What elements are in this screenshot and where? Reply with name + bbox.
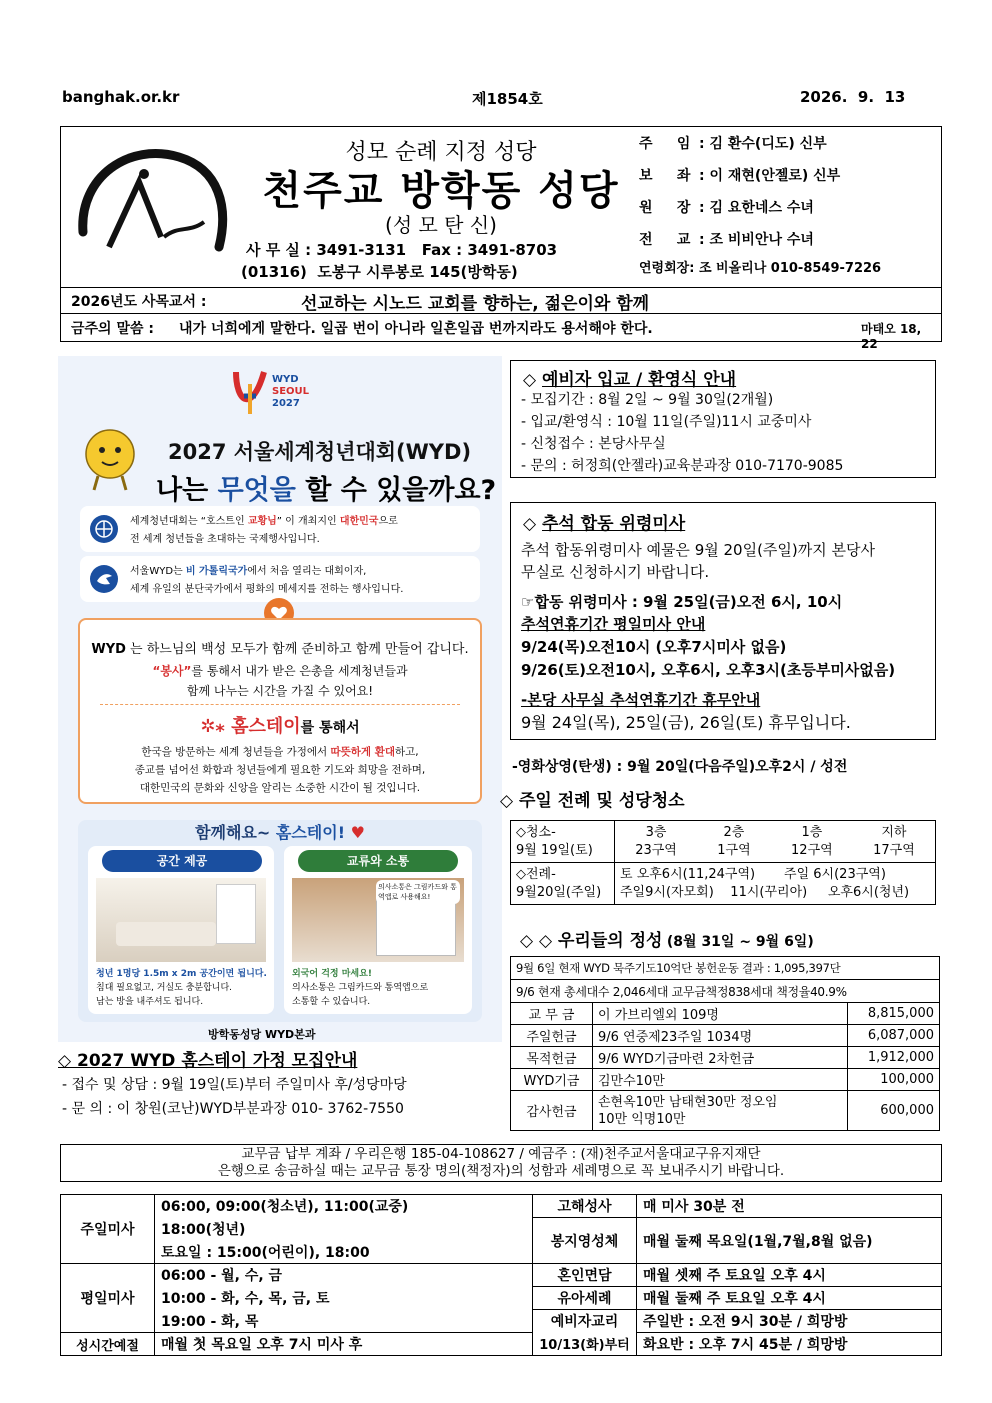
confession-time: 매 미사 30분 전: [637, 1195, 942, 1218]
cleaning-table: [510, 820, 936, 905]
picture-card-image: 의사소통은 그림카드와 통역앱로 사용해요!: [292, 878, 464, 962]
account-info-box: [60, 1144, 942, 1182]
issue-number: 제1854호: [472, 90, 543, 108]
homestay-contact: - 문 의 : 이 창원(코난)WYD부분과장 010- 3762-7550: [62, 1101, 404, 1117]
remittance-note: 은행으로 송금하실 때는 교무금 통장 명의(책정자)의 성함과 세례명으로 꼭 보내주시기 바랍니다.: [217, 1163, 785, 1179]
weekly-word-bar: [60, 314, 942, 351]
space-offer-label: 공간 제공: [102, 850, 262, 872]
pastoral-text: 선교하는 시노드 교회를 향하는, 젊은이와 함께: [301, 294, 650, 314]
sick-communion-time: 매월 둘째 목요일(1월,7월,8월 없음): [637, 1218, 942, 1264]
staff-row: 전 교 : 조 비비안나 수녀: [639, 232, 814, 248]
cleaning-label: ◇청소- 9월 19일(토): [511, 821, 615, 863]
offering-row: 감사헌금 손현옥10만 남태현30만 정오임10만 익명10만 600,000: [511, 1091, 940, 1131]
catechism-sunday-class: 주일반 : 오전 9시 30분 / 희망방: [637, 1310, 942, 1333]
info-card-host: 세계청년대회는 “호스트인 교황님” 이 개최지인 대한민국으로 전 세계 청년들을 초대하는 국제행사입니다.: [80, 506, 480, 552]
communication-panel: 교류와 소통 의사소통은 그림카드와 통역앱로 사용해요! 외국어 걱정 마세요! 의사소통은 그림카드와 통역앱으로 소통할 수 있습니다.: [284, 846, 472, 1014]
patron-label: (성 모 탄 신): [385, 213, 497, 237]
issue-date: 2026. 9. 13: [800, 88, 906, 106]
weekday-mass-time: 19:00 - 화, 목: [155, 1310, 533, 1333]
mass-schedule-table: [60, 1194, 942, 1356]
rosary-campaign-note: 9월 6일 현재 WYD 묵주기도10억단 봉헌운동 결과 : 1,095,397단: [511, 957, 940, 980]
wyd-logo-icon: [230, 362, 270, 420]
holiday-mass-title: 추석연휴기간 평일미사 안내: [521, 615, 706, 633]
info-card-peace: 서울WYD는 비 가톨릭국가에서 처음 열리는 대회이자, 세계 유일의 분단국가에서 평화의 메세지를 전하는 행사입니다.: [80, 556, 480, 602]
saturday-mass-time: 토요일 : 15:00(어린이), 18:00: [155, 1241, 533, 1264]
marriage-interview-time: 매월 셋째 주 토요일 오후 4시: [637, 1264, 942, 1287]
office-phone: 사 무 실 : 3491-3131 Fax : 3491-8703: [246, 241, 558, 259]
holiday-mass-line: 9/24(목)오전10시 (오후7시미사 없음): [521, 638, 787, 656]
heart-icon: ♥: [345, 823, 365, 842]
infant-baptism-time: 매월 둘째 주 토요일 오후 4시: [637, 1287, 942, 1310]
site-url[interactable]: banghak.or.kr: [62, 88, 180, 106]
header-subtitle: 성모 순례 지정 성당: [345, 140, 537, 165]
catechumen-line: - 문의 : 허정희(안젤라)교육분과장 010-7170-9085: [521, 458, 844, 474]
church-logo-icon: [69, 137, 239, 277]
homestay-card: WYD 는 하느님의 백성 모두가 함께 준비하고 함께 만들어 갑니다. “봉사”를 통해서 내가 받은 은총을 세계청년들과 함께 나누는 시간을 가질 수 있어요! ✲⁎ 홈스테이를 통해서 한국을 방문하는 세계 청년들을 가정에서 따뜻하게 환대하고, 종교를 넘어선 화합과 청년들에게 필요한 기도와 희망을 전하며, 대한민국의 문화와 신앙을 알리는 소중한 시간이 될 것입니다.: [78, 618, 482, 804]
catechumen-line: - 입교/환영식 : 10월 11일(주일)11시 교중미사: [521, 414, 812, 430]
liturgy-label: ◇전례- 9월20일(주일): [511, 863, 615, 905]
offering-row: 교 무 금 이 가브리엘외 109명 8,815,000: [511, 1003, 940, 1025]
offering-period: (8월 31일 ~ 9월 6일): [666, 934, 814, 950]
chuseok-box: ◇ 추석 합동 위령미사 추석 합동위령미사 예물은 9월 20일(주일)까지 본당사 무실로 신청하시기 바랍니다. ☞합동 위령미사 : 9월 25일(금)오전 6시, 10시 추석연휴기간 평일미사 안내 9/24(목)오전10시 (오후7시미사 없음) 9/26(토)오전10시, 오후6시, 오후3시(초등부미사없음) -본당 사무실 추석연휴기간 휴무안내 9월 24일(목), 25일(금), 26일(토) 휴무입니다.: [510, 502, 936, 740]
catechumen-box: ◇ 예비자 입교 / 환영식 안내 - 모집기간 : 8월 2일 ~ 9월 30일(2개월) - 입교/환영식 : 10월 11일(주일)11시 교중미사 - 신청접수 : 본당사무실 - 문의 : 허정희(안젤라)교육분과장 010-7170-9085: [510, 360, 936, 478]
catechism-label: 예비자교리: [533, 1310, 637, 1333]
weekday-mass-time: 06:00 - 월, 수, 금: [155, 1264, 533, 1287]
marriage-interview-label: 혼인면담: [533, 1264, 637, 1287]
chuseok-title: 추석 합동 위령미사: [542, 514, 686, 534]
church-name-title: 천주교 방학동 성당: [262, 168, 620, 214]
sunday-mass-label: 주일미사: [61, 1195, 155, 1264]
homestay-title: ◇ 2027 WYD 홈스테이 가정 모집안내: [58, 1051, 358, 1071]
catechumen-line: - 모집기간 : 8월 2일 ~ 9월 30일(2개월): [521, 392, 774, 408]
bank-account: 교무금 납부 계좌 / 우리은행 185-04-108627 / 예금주 : (재)천주교서울대교구유지재단: [241, 1146, 761, 1162]
movie-screening: -영화상영(탄생) : 9월 20일(다음주일)오후2시 / 성전: [512, 759, 848, 775]
catechumen-line: - 신청접수 : 본당사무실: [521, 436, 666, 452]
poster-credit: 방학동성당 WYD본과: [208, 1028, 316, 1041]
poster-question: 나는 무엇을 할 수 있을까요?: [156, 475, 497, 506]
offering-row: WYD기금 김만수10만 100,000: [511, 1069, 940, 1091]
wyd-poster: [58, 356, 502, 1042]
sparkle-icon: ✲⁎: [200, 716, 232, 737]
staff-list: [639, 127, 941, 276]
space-offer-panel: 공간 제공 청년 1명당 1.5m x 2m 공간이면 됩니다. 침대 필요없고, 거실도 충분합니다. 남는 방을 내주셔도 됩니다.: [88, 846, 274, 1014]
communication-label: 교류와 소통: [298, 850, 458, 872]
holiday-mass-line: 9/26(토)오전10시, 오후6시, 오후3시(초등부미사없음): [521, 661, 896, 679]
church-address: (01316) 도봉구 시루봉로 145(방학동): [241, 263, 518, 281]
office-closed-title: -본당 사무실 추석연휴기간 휴무안내: [521, 691, 761, 709]
holy-hour-label: 성시간예절: [61, 1333, 155, 1356]
household-stats-note: 9/6 현재 총세대수 2,046세대 교무금책정838세대 책정율40.9%: [511, 980, 940, 1003]
catechism-tuesday-class: 화요반 : 오후 7시 45분 / 희망방: [637, 1333, 942, 1356]
globe-icon: [88, 513, 120, 545]
chuseok-text: 무실로 신청하시기 바랍니다.: [521, 563, 710, 581]
council-contact: 연령회장: 조 비올리나 010-8549-7226: [639, 261, 882, 276]
staff-row: 보 좌 : 이 재현(안젤로) 신부: [639, 168, 841, 184]
chuseok-text: 추석 합동위령미사 예물은 9월 20일(주일)까지 본당사: [521, 541, 875, 559]
cleaning-title: ◇ 주일 전례 및 성당청소: [500, 791, 685, 811]
offering-row: 주일헌금 9/6 연중제23주일 1034명 6,087,000: [511, 1025, 940, 1047]
cleaning-zones: 3층 23구역 2층 1구역 1층 12구역 지하 17구역: [635, 824, 915, 858]
infant-baptism-label: 유아세례: [533, 1287, 637, 1310]
offering-title: ◇ 우리들의 정성: [539, 931, 663, 951]
weekday-mass-time: 10:00 - 화, 수, 목, 금, 토: [155, 1287, 533, 1310]
poster-title: 2027 서울세계청년대회(WYD): [168, 440, 472, 464]
memorial-mass-time: ☞합동 위령미사 : 9월 25일(금)오전 6시, 10시: [521, 593, 843, 611]
word-text: 내가 너희에게 말한다. 일곱 번이 아니라 일흔일곱 번까지라도 용서해야 한다.: [179, 321, 653, 337]
catechumen-title: 예비자 입교 / 환영식 안내: [542, 370, 737, 390]
mascot-icon: [80, 422, 142, 492]
sunday-mass-time: 18:00(청년): [155, 1218, 533, 1241]
catechism-start-date: 10/13(화)부터: [533, 1333, 637, 1356]
weekday-mass-label: 평일미사: [61, 1264, 155, 1333]
offering-row: 목적헌금 9/6 WYD기금마련 2차헌금 1,912,000: [511, 1047, 940, 1069]
pastoral-label: 2026년도 사목교서 :: [71, 294, 207, 310]
masthead: [60, 126, 942, 288]
liturgy-assignments: 토 오후6시(11,24구역) 주일 6시(23구역) 주일9시(자모회) 11시(꾸리아) 오후6시(청년): [615, 863, 936, 905]
pastoral-letter-bar: [60, 288, 942, 314]
wyd-logo-text: WYD SEOUL 2027: [272, 374, 310, 409]
together-card: 함께해요~ 홈스테이! ♥ 공간 제공 청년 1명당 1.5m x 2m 공간이면 됩니다. 침대 필요없고, 거실도 충분합니다. 남는 방을 내주셔도 됩니다. 교류와 소통 의사소통은 그림카드와 통역앱로 사용해요! 외국어 걱정 마세요! 의사소통은 그림카드와 통역앱으로 소통할 수 있습니다.: [78, 820, 482, 1022]
dove-icon: [88, 563, 120, 595]
living-room-image: [96, 878, 266, 962]
holy-hour-time: 매월 첫 목요일 오후 7시 미사 후: [155, 1333, 533, 1356]
offering-heading: ◇ ◇ 우리들의 정성 (8월 31일 ~ 9월 6일): [520, 931, 814, 951]
staff-row: 원 장 : 김 요한네스 수녀: [639, 200, 814, 216]
office-closed-dates: 9월 24일(목), 25일(금), 26일(토) 휴무입니다.: [521, 713, 851, 732]
homestay-apply: - 접수 및 상담 : 9월 19일(토)부터 주일미사 후/성당마당: [62, 1077, 407, 1093]
sick-communion-label: 봉지영성체: [533, 1218, 637, 1264]
staff-row: 주 임 : 김 환수(디도) 신부: [639, 136, 827, 152]
sunday-mass-time: 06:00, 09:00(청소년), 11:00(교중): [155, 1195, 533, 1218]
offering-table: [510, 956, 940, 1131]
word-reference: 마태오 18, 22: [861, 322, 922, 351]
confession-label: 고해성사: [533, 1195, 637, 1218]
word-label: 금주의 말씀 :: [71, 321, 154, 337]
